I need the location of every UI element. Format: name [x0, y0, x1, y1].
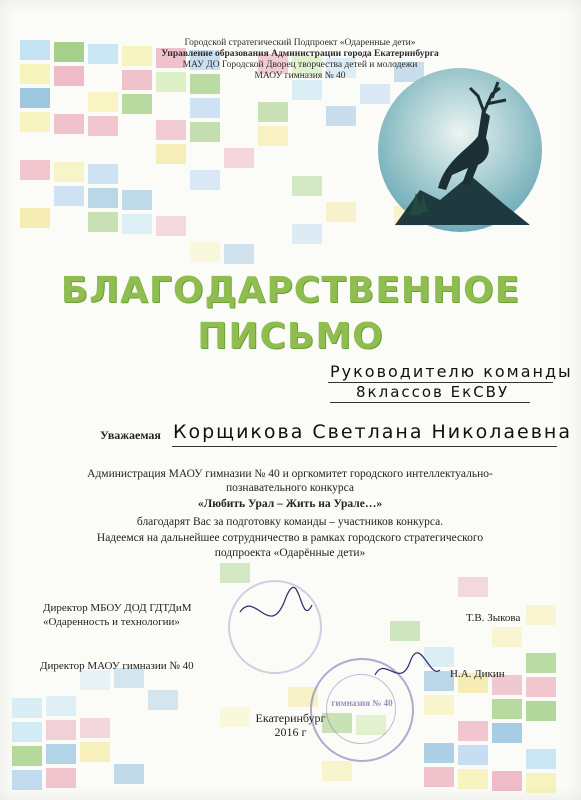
director2-title: Директор МАОУ гимназии № 40 [40, 660, 194, 672]
faint-stamp [228, 580, 322, 674]
body-line-1: Администрация МАОУ гимназии № 40 и оргкомитет городского интеллектуально- [87, 468, 493, 480]
recipient-role-line-2: 8классов ЕкСВУ [356, 383, 510, 401]
header-line-1: Городской стратегический Подпроект «Одаренные дети» [184, 38, 416, 48]
document-title-line-2: ПИСЬМО [197, 316, 384, 357]
header-line-3: МАУ ДО Городской Дворец творчества детей и молодежи [182, 60, 418, 70]
recipient-name: Корщикова Светлана Николаевна [173, 421, 572, 443]
body-line-5: Надеемся на дальнейшее сотрудничество в рамках городского стратегического [96, 532, 484, 544]
header-line-2: Управление образования Администрации города Екатеринбурга [161, 49, 439, 59]
salutation-label: Уважаемая [100, 428, 161, 442]
director1-name: Т.В. Зыкова [466, 612, 521, 624]
body-line-2: познавательного конкурса [225, 482, 355, 494]
place-city: Екатеринбург [255, 711, 326, 725]
body-line-4: благодарят Вас за подготовку команды – участников конкурса. [136, 516, 444, 528]
recipient-role-line-1: Руководителю команды [330, 362, 573, 381]
document-title-line-1: БЛАГОДАРСТВЕННОЕ [60, 270, 521, 311]
stamp-text: гимназия № 40 [331, 698, 393, 708]
contest-name: «Любить Урал – Жить на Урале…» [197, 498, 383, 510]
director1-title-line-1: Директор МБОУ ДОД ГДТДиМ [43, 602, 192, 614]
director2-name: Н.А. Дикин [450, 668, 505, 680]
header-line-4: МАОУ гимназия № 40 [254, 71, 346, 81]
director1-title-line-2: «Одаренность и технологии» [43, 616, 180, 628]
place-year: 2016 г [274, 725, 307, 739]
official-stamp [310, 658, 414, 762]
body-line-6: подпроекта «Одарённые дети» [214, 547, 366, 559]
